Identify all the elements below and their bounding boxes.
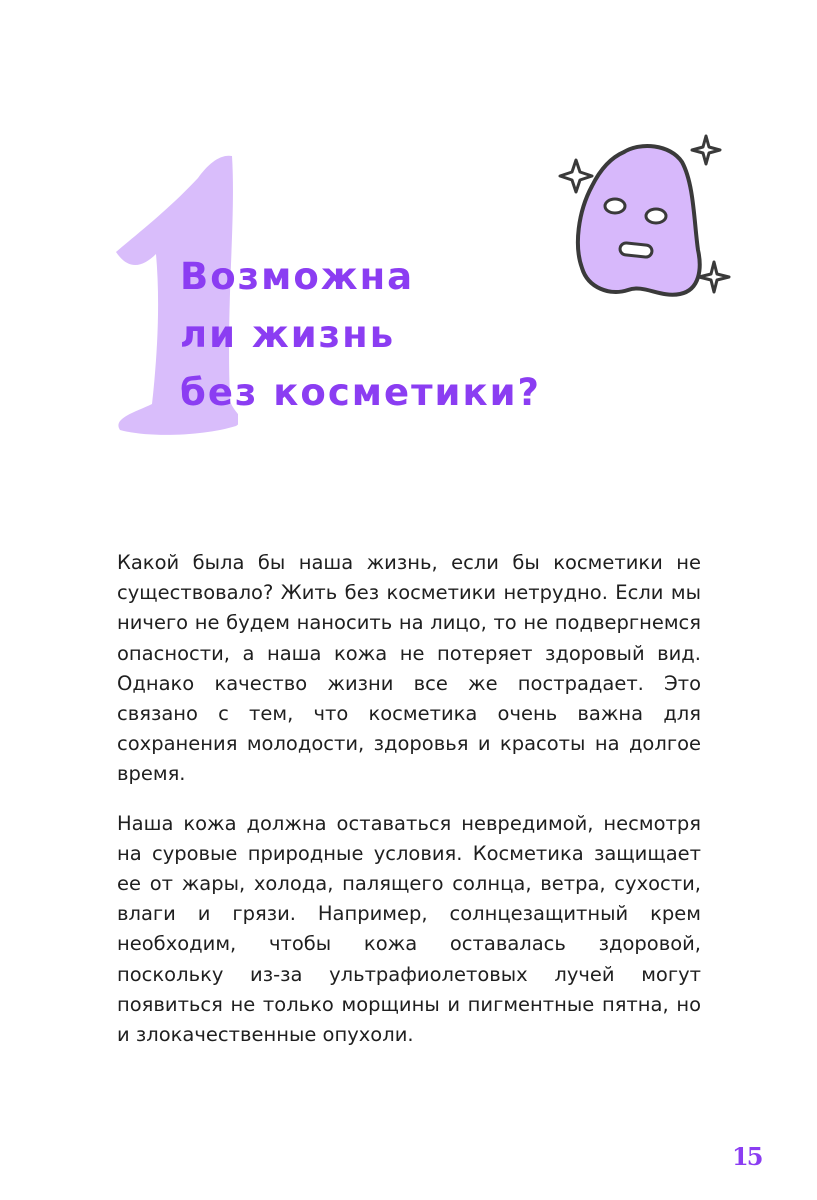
mask-eye-right xyxy=(646,209,666,223)
paragraph: Какой была бы наша жизнь, если бы косметики не существовало? Жить без косметики нетрудно. Если мы ничего не будем наносить на лицо, то не подвергнемся опасности, а наша кожа не потеряет здоровый вид. Однако качество жизни все же пострадает. Это связано с тем, что косметика очень важна для сохранения молодости, здоровья и красоты на долгое время. xyxy=(117,551,701,786)
sparkle-icon xyxy=(560,160,592,192)
mask-eye-left xyxy=(605,199,625,213)
chapter-title xyxy=(180,248,541,422)
mask-shape xyxy=(578,146,700,295)
mask-mouth xyxy=(619,242,652,257)
paragraph: Наша кожа должна оставаться невредимой, несмотря на суровые природные условия. Косметика защищает ее от жары, холода, палящего солнца, ветра, сухости, влаги и грязи. Например, солнцезащитный крем необходим, чтобы кожа оставалась здоровой, поскольку из-за ультрафиолетовых лучей могут появиться не только морщины и пигментные пятна, но и злокачественные опухоли. xyxy=(117,811,701,1047)
chapter-title-line-2: ли жизнь xyxy=(180,313,396,356)
page-number: 15 xyxy=(732,1142,762,1171)
face-mask-icon xyxy=(548,128,748,308)
body-text xyxy=(117,548,701,1069)
sparkle-icon xyxy=(699,262,729,292)
chapter-title-line-3: без косметики? xyxy=(180,371,541,414)
chapter-title-line-1: Возможна xyxy=(180,255,415,298)
sparkle-icon xyxy=(692,136,720,164)
